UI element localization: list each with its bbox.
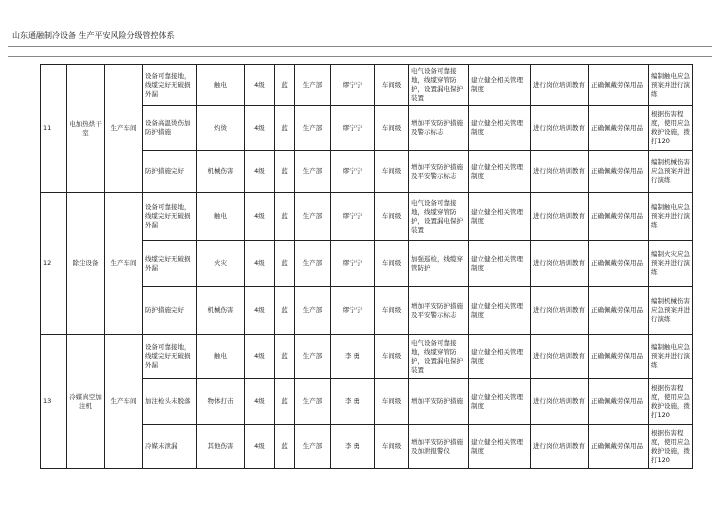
color-cell: 蓝 (275, 106, 295, 151)
level-cell: 4级 (245, 425, 275, 469)
area-cell: 车间级 (375, 379, 409, 425)
risk-cell: 触电 (197, 65, 245, 106)
color-cell: 蓝 (275, 379, 295, 425)
ppe-measure-cell: 正确佩戴劳保用品 (589, 379, 649, 425)
emergency-measure-cell: 根据伤害程度，使用应急救护设施，拨打120 (649, 106, 693, 151)
emergency-measure-cell: 根据伤害程度，使用应急救护设施，拨打120 (649, 425, 693, 469)
engineering-measure-cell: 加强巡检，线缆穿管防护 (409, 241, 469, 287)
training-measure-cell: 进行岗位培训教育 (531, 241, 589, 287)
training-measure-cell: 进行岗位培训教育 (531, 425, 589, 469)
level-cell: 4级 (245, 65, 275, 106)
engineering-measure-cell: 增加平安防护措施及平安警示标志 (409, 287, 469, 335)
training-measure-cell: 进行岗位培训教育 (531, 106, 589, 151)
hazard-cell: 防护措施完好 (143, 151, 197, 193)
area-cell: 车间级 (375, 65, 409, 106)
hazard-cell: 防护措施完好 (143, 287, 197, 335)
management-measure-cell: 建立健全相关管理制度 (469, 425, 531, 469)
ppe-measure-cell: 正确佩戴劳保用品 (589, 193, 649, 241)
person-cell: 缪宁宁 (331, 193, 375, 241)
person-cell: 李 勇 (331, 335, 375, 379)
training-measure-cell: 进行岗位培训教育 (531, 335, 589, 379)
dept-cell: 生产部 (295, 425, 331, 469)
person-cell: 缪宁宁 (331, 151, 375, 193)
person-cell: 缪宁宁 (331, 106, 375, 151)
hazard-cell: 线缆完好无破损外漏 (143, 241, 197, 287)
emergency-measure-cell: 编制触电应急预案并进行演练 (649, 193, 693, 241)
training-measure-cell: 进行岗位培训教育 (531, 287, 589, 335)
emergency-measure-cell: 编制机械伤害应急预案并进行演练 (649, 151, 693, 193)
management-measure-cell: 建立健全相关管理制度 (469, 106, 531, 151)
hazard-cell: 设备可靠接地，线缆完好无破损外漏 (143, 335, 197, 379)
row-number-cell: 12 (41, 193, 67, 335)
management-measure-cell: 建立健全相关管理制度 (469, 65, 531, 106)
management-measure-cell: 建立健全相关管理制度 (469, 379, 531, 425)
engineering-measure-cell: 电气设备可靠接地，线缆穿管防护，设置漏电保护装置 (409, 193, 469, 241)
risk-cell: 触电 (197, 193, 245, 241)
risk-cell: 火灾 (197, 241, 245, 287)
color-cell: 蓝 (275, 151, 295, 193)
level-cell: 4级 (245, 287, 275, 335)
hazard-cell: 设备可靠接地，线缆完好无破损外漏 (143, 193, 197, 241)
color-cell: 蓝 (275, 287, 295, 335)
hazard-cell: 加注枪头未脱落 (143, 379, 197, 425)
row-number-cell: 11 (41, 65, 67, 193)
area-cell: 车间级 (375, 193, 409, 241)
training-measure-cell: 进行岗位培训教育 (531, 193, 589, 241)
engineering-measure-cell: 增加平安防护措施及警示标志 (409, 106, 469, 151)
risk-control-table (40, 64, 693, 469)
management-measure-cell: 建立健全相关管理制度 (469, 151, 531, 193)
area-cell: 车间级 (375, 425, 409, 469)
color-cell: 蓝 (275, 193, 295, 241)
unit-cell: 生产车间 (105, 65, 143, 193)
header-rule-2 (8, 56, 712, 57)
level-cell: 4级 (245, 241, 275, 287)
engineering-measure-cell: 增加平安防护措施及平安警示标志 (409, 151, 469, 193)
level-cell: 4级 (245, 335, 275, 379)
color-cell: 蓝 (275, 335, 295, 379)
color-cell: 蓝 (275, 65, 295, 106)
equipment-name-cell: 除尘设备 (67, 193, 105, 335)
risk-cell: 机械伤害 (197, 151, 245, 193)
management-measure-cell: 建立健全相关管理制度 (469, 287, 531, 335)
risk-cell: 其他伤害 (197, 425, 245, 469)
management-measure-cell: 建立健全相关管理制度 (469, 193, 531, 241)
equipment-name-cell: 冷媒真空加注机 (67, 335, 105, 469)
risk-cell: 物体打击 (197, 379, 245, 425)
person-cell: 缪宁宁 (331, 241, 375, 287)
person-cell: 缪宁宁 (331, 287, 375, 335)
emergency-measure-cell: 编制触电应急预案并进行演练 (649, 65, 693, 106)
training-measure-cell: 进行岗位培训教育 (531, 379, 589, 425)
equipment-name-cell: 电加热烘干室 (67, 65, 105, 193)
area-cell: 车间级 (375, 151, 409, 193)
dept-cell: 生产部 (295, 241, 331, 287)
level-cell: 4级 (245, 193, 275, 241)
management-measure-cell: 建立健全相关管理制度 (469, 241, 531, 287)
table-row (41, 65, 693, 106)
unit-cell: 生产车间 (105, 335, 143, 469)
management-measure-cell: 建立健全相关管理制度 (469, 335, 531, 379)
ppe-measure-cell: 正确佩戴劳保用品 (589, 241, 649, 287)
level-cell: 4级 (245, 106, 275, 151)
table-row (41, 335, 693, 379)
color-cell: 蓝 (275, 425, 295, 469)
dept-cell: 生产部 (295, 379, 331, 425)
emergency-measure-cell: 编制机械伤害应急预案并进行演练 (649, 287, 693, 335)
dept-cell: 生产部 (295, 335, 331, 379)
ppe-measure-cell: 正确佩戴劳保用品 (589, 65, 649, 106)
ppe-measure-cell: 正确佩戴劳保用品 (589, 287, 649, 335)
training-measure-cell: 进行岗位培训教育 (531, 65, 589, 106)
ppe-measure-cell: 正确佩戴劳保用品 (589, 425, 649, 469)
risk-cell: 触电 (197, 335, 245, 379)
engineering-measure-cell: 电气设备可靠接地，线缆穿管防护，设置漏电保护装置 (409, 335, 469, 379)
level-cell: 4级 (245, 379, 275, 425)
ppe-measure-cell: 正确佩戴劳保用品 (589, 335, 649, 379)
header-rule (8, 46, 712, 47)
area-cell: 车间级 (375, 106, 409, 151)
person-cell: 李 勇 (331, 425, 375, 469)
emergency-measure-cell: 根据伤害程度，使用应急救护设施，拨打120 (649, 379, 693, 425)
dept-cell: 生产部 (295, 65, 331, 106)
dept-cell: 生产部 (295, 151, 331, 193)
person-cell: 缪宁宁 (331, 65, 375, 106)
table-row (41, 193, 693, 241)
area-cell: 车间级 (375, 241, 409, 287)
area-cell: 车间级 (375, 287, 409, 335)
ppe-measure-cell: 正确佩戴劳保用品 (589, 151, 649, 193)
hazard-cell: 设备高温烫伤加防护措施 (143, 106, 197, 151)
risk-cell: 机械伤害 (197, 287, 245, 335)
hazard-cell: 设备可靠接地，线缆完好无破损外漏 (143, 65, 197, 106)
engineering-measure-cell: 增加平安防护措施 (409, 379, 469, 425)
dept-cell: 生产部 (295, 193, 331, 241)
engineering-measure-cell: 增加平安防护措施及加泄报警仪 (409, 425, 469, 469)
page-title: 山东通融制冷设备 生产平安风险分级管控体系 (12, 31, 175, 40)
emergency-measure-cell: 编制触电应急预案并进行演练 (649, 335, 693, 379)
color-cell: 蓝 (275, 241, 295, 287)
area-cell: 车间级 (375, 335, 409, 379)
engineering-measure-cell: 电气设备可靠接地，线缆穿管防护，设置漏电保护装置 (409, 65, 469, 106)
emergency-measure-cell: 编制火灾应急预案并进行演练 (649, 241, 693, 287)
dept-cell: 生产部 (295, 106, 331, 151)
person-cell: 李 勇 (331, 379, 375, 425)
training-measure-cell: 进行岗位培训教育 (531, 151, 589, 193)
ppe-measure-cell: 正确佩戴劳保用品 (589, 106, 649, 151)
hazard-cell: 冷媒未泄漏 (143, 425, 197, 469)
row-number-cell: 13 (41, 335, 67, 469)
unit-cell: 生产车间 (105, 193, 143, 335)
risk-cell: 灼烫 (197, 106, 245, 151)
level-cell: 4级 (245, 151, 275, 193)
dept-cell: 生产部 (295, 287, 331, 335)
